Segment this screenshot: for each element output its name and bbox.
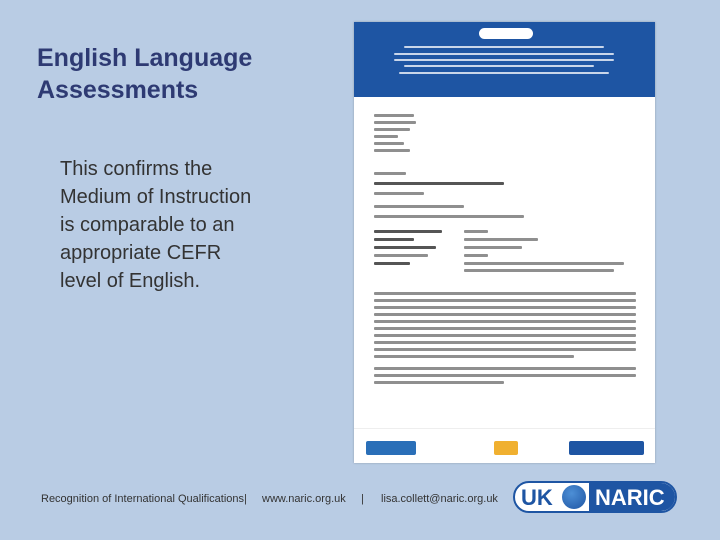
logo-uk-text: UK xyxy=(521,485,553,510)
partner-logo xyxy=(494,441,518,455)
body-line-1: This confirms the xyxy=(60,158,213,180)
certificate-footer-logos xyxy=(354,428,655,463)
globe-icon xyxy=(562,485,586,509)
slide-title-line-1: English Language xyxy=(37,44,253,72)
body-line-2: Medium of Instruction xyxy=(60,186,252,208)
slide-title xyxy=(37,42,337,106)
certificate-header xyxy=(354,22,655,97)
body-line-3: is comparable to an xyxy=(60,214,235,236)
sample-certificate-image xyxy=(354,22,655,463)
footer-email-link[interactable]: lisa.collett@naric.org.uk xyxy=(381,493,498,505)
bis-logo xyxy=(366,441,416,455)
slide-title-line-2: Assessments xyxy=(37,76,199,104)
footer-website-link[interactable]: www.naric.org.uk xyxy=(262,493,346,505)
footer-organisation: Recognition of International Qualifications| xyxy=(41,493,247,505)
body-line-5: level of English. xyxy=(60,270,201,292)
body-line-4: appropriate CEFR xyxy=(60,242,222,264)
uk-naric-logo xyxy=(513,481,677,513)
slide-body-text xyxy=(60,155,290,295)
logo-naric-text: NARIC xyxy=(595,485,665,510)
uk-ncp-logo xyxy=(569,441,644,455)
logo-naric-panel xyxy=(589,483,675,511)
certificate-logo xyxy=(479,28,533,39)
footer-separator: | xyxy=(361,493,364,505)
